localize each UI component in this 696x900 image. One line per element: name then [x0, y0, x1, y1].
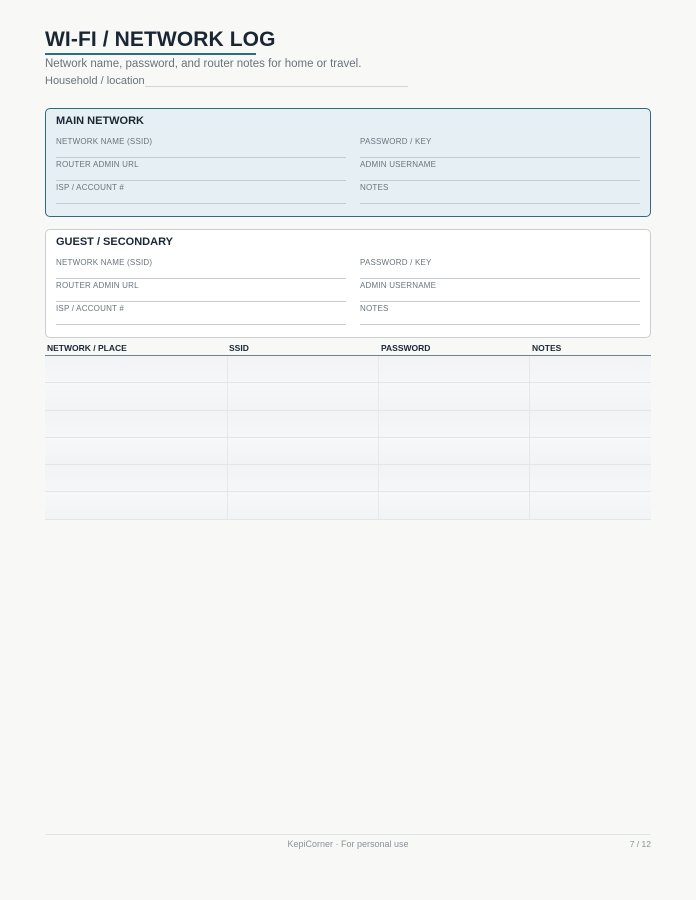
- guest-router-url-label: ROUTER ADMIN URL: [56, 281, 139, 290]
- main-network-card: [45, 108, 651, 217]
- table-cell-divider: [227, 492, 228, 518]
- page-number: 7 / 12: [629, 839, 651, 849]
- guest-notes-field[interactable]: [360, 304, 640, 325]
- household-label: Household / location: [45, 75, 145, 87]
- table-row[interactable]: [45, 356, 651, 383]
- table-row[interactable]: [45, 492, 651, 519]
- guest-admin-username-field[interactable]: [360, 281, 640, 302]
- table-cell-divider: [529, 411, 530, 437]
- table-cell-divider: [227, 356, 228, 382]
- table-cell-divider: [529, 356, 530, 382]
- column-header-network-place: NETWORK / PLACE: [47, 343, 127, 353]
- table-row[interactable]: [45, 438, 651, 465]
- table-cell-divider: [378, 383, 379, 409]
- main-admin-username-field[interactable]: [360, 160, 640, 181]
- column-header-notes: NOTES: [532, 343, 562, 353]
- guest-router-url-field[interactable]: [56, 281, 346, 302]
- table-cell-divider: [378, 356, 379, 382]
- table-cell-divider: [227, 411, 228, 437]
- main-notes-field[interactable]: [360, 183, 640, 204]
- guest-password-label: PASSWORD / KEY: [360, 258, 432, 267]
- footer-text: KepiCorner · For personal use: [287, 839, 409, 849]
- page-subtitle: Network name, password, and router notes for home or travel.: [45, 58, 362, 70]
- main-notes-label: NOTES: [360, 183, 389, 192]
- main-ssid-field[interactable]: [56, 137, 346, 158]
- main-password-label: PASSWORD / KEY: [360, 137, 432, 146]
- main-ssid-label: NETWORK NAME (SSID): [56, 137, 153, 146]
- column-header-password: PASSWORD: [381, 343, 431, 353]
- page-title: WI-FI / NETWORK LOG: [45, 28, 276, 51]
- main-router-url-label: ROUTER ADMIN URL: [56, 160, 139, 169]
- column-header-ssid: SSID: [229, 343, 249, 353]
- main-password-field[interactable]: [360, 137, 640, 158]
- guest-password-field[interactable]: [360, 258, 640, 279]
- guest-network-title: GUEST / SECONDARY: [56, 236, 173, 248]
- guest-ssid-label: NETWORK NAME (SSID): [56, 258, 153, 267]
- table-cell-divider: [529, 465, 530, 491]
- network-log-table: [45, 342, 651, 520]
- main-isp-field[interactable]: [56, 183, 346, 204]
- table-cell-divider: [529, 438, 530, 464]
- table-cell-divider: [227, 383, 228, 409]
- table-header: [45, 342, 651, 356]
- footer-rule: [45, 834, 651, 835]
- table-cell-divider: [529, 383, 530, 409]
- table-cell-divider: [378, 411, 379, 437]
- table-cell-divider: [227, 465, 228, 491]
- main-isp-label: ISP / ACCOUNT #: [56, 183, 125, 192]
- guest-admin-username-label: ADMIN USERNAME: [360, 281, 437, 290]
- title-underline: [45, 53, 256, 55]
- table-cell-divider: [378, 465, 379, 491]
- main-admin-username-label: ADMIN USERNAME: [360, 160, 437, 169]
- table-cell-divider: [378, 438, 379, 464]
- main-router-url-field[interactable]: [56, 160, 346, 181]
- main-network-title: MAIN NETWORK: [56, 115, 144, 127]
- table-row[interactable]: [45, 383, 651, 410]
- table-cell-divider: [227, 438, 228, 464]
- guest-isp-label: ISP / ACCOUNT #: [56, 304, 125, 313]
- guest-network-card: [45, 229, 651, 338]
- table-row[interactable]: [45, 411, 651, 438]
- household-input-line[interactable]: [145, 86, 408, 87]
- guest-ssid-field[interactable]: [56, 258, 346, 279]
- table-cell-divider: [529, 492, 530, 518]
- guest-notes-label: NOTES: [360, 304, 389, 313]
- table-cell-divider: [378, 492, 379, 518]
- guest-isp-field[interactable]: [56, 304, 346, 325]
- table-row[interactable]: [45, 465, 651, 492]
